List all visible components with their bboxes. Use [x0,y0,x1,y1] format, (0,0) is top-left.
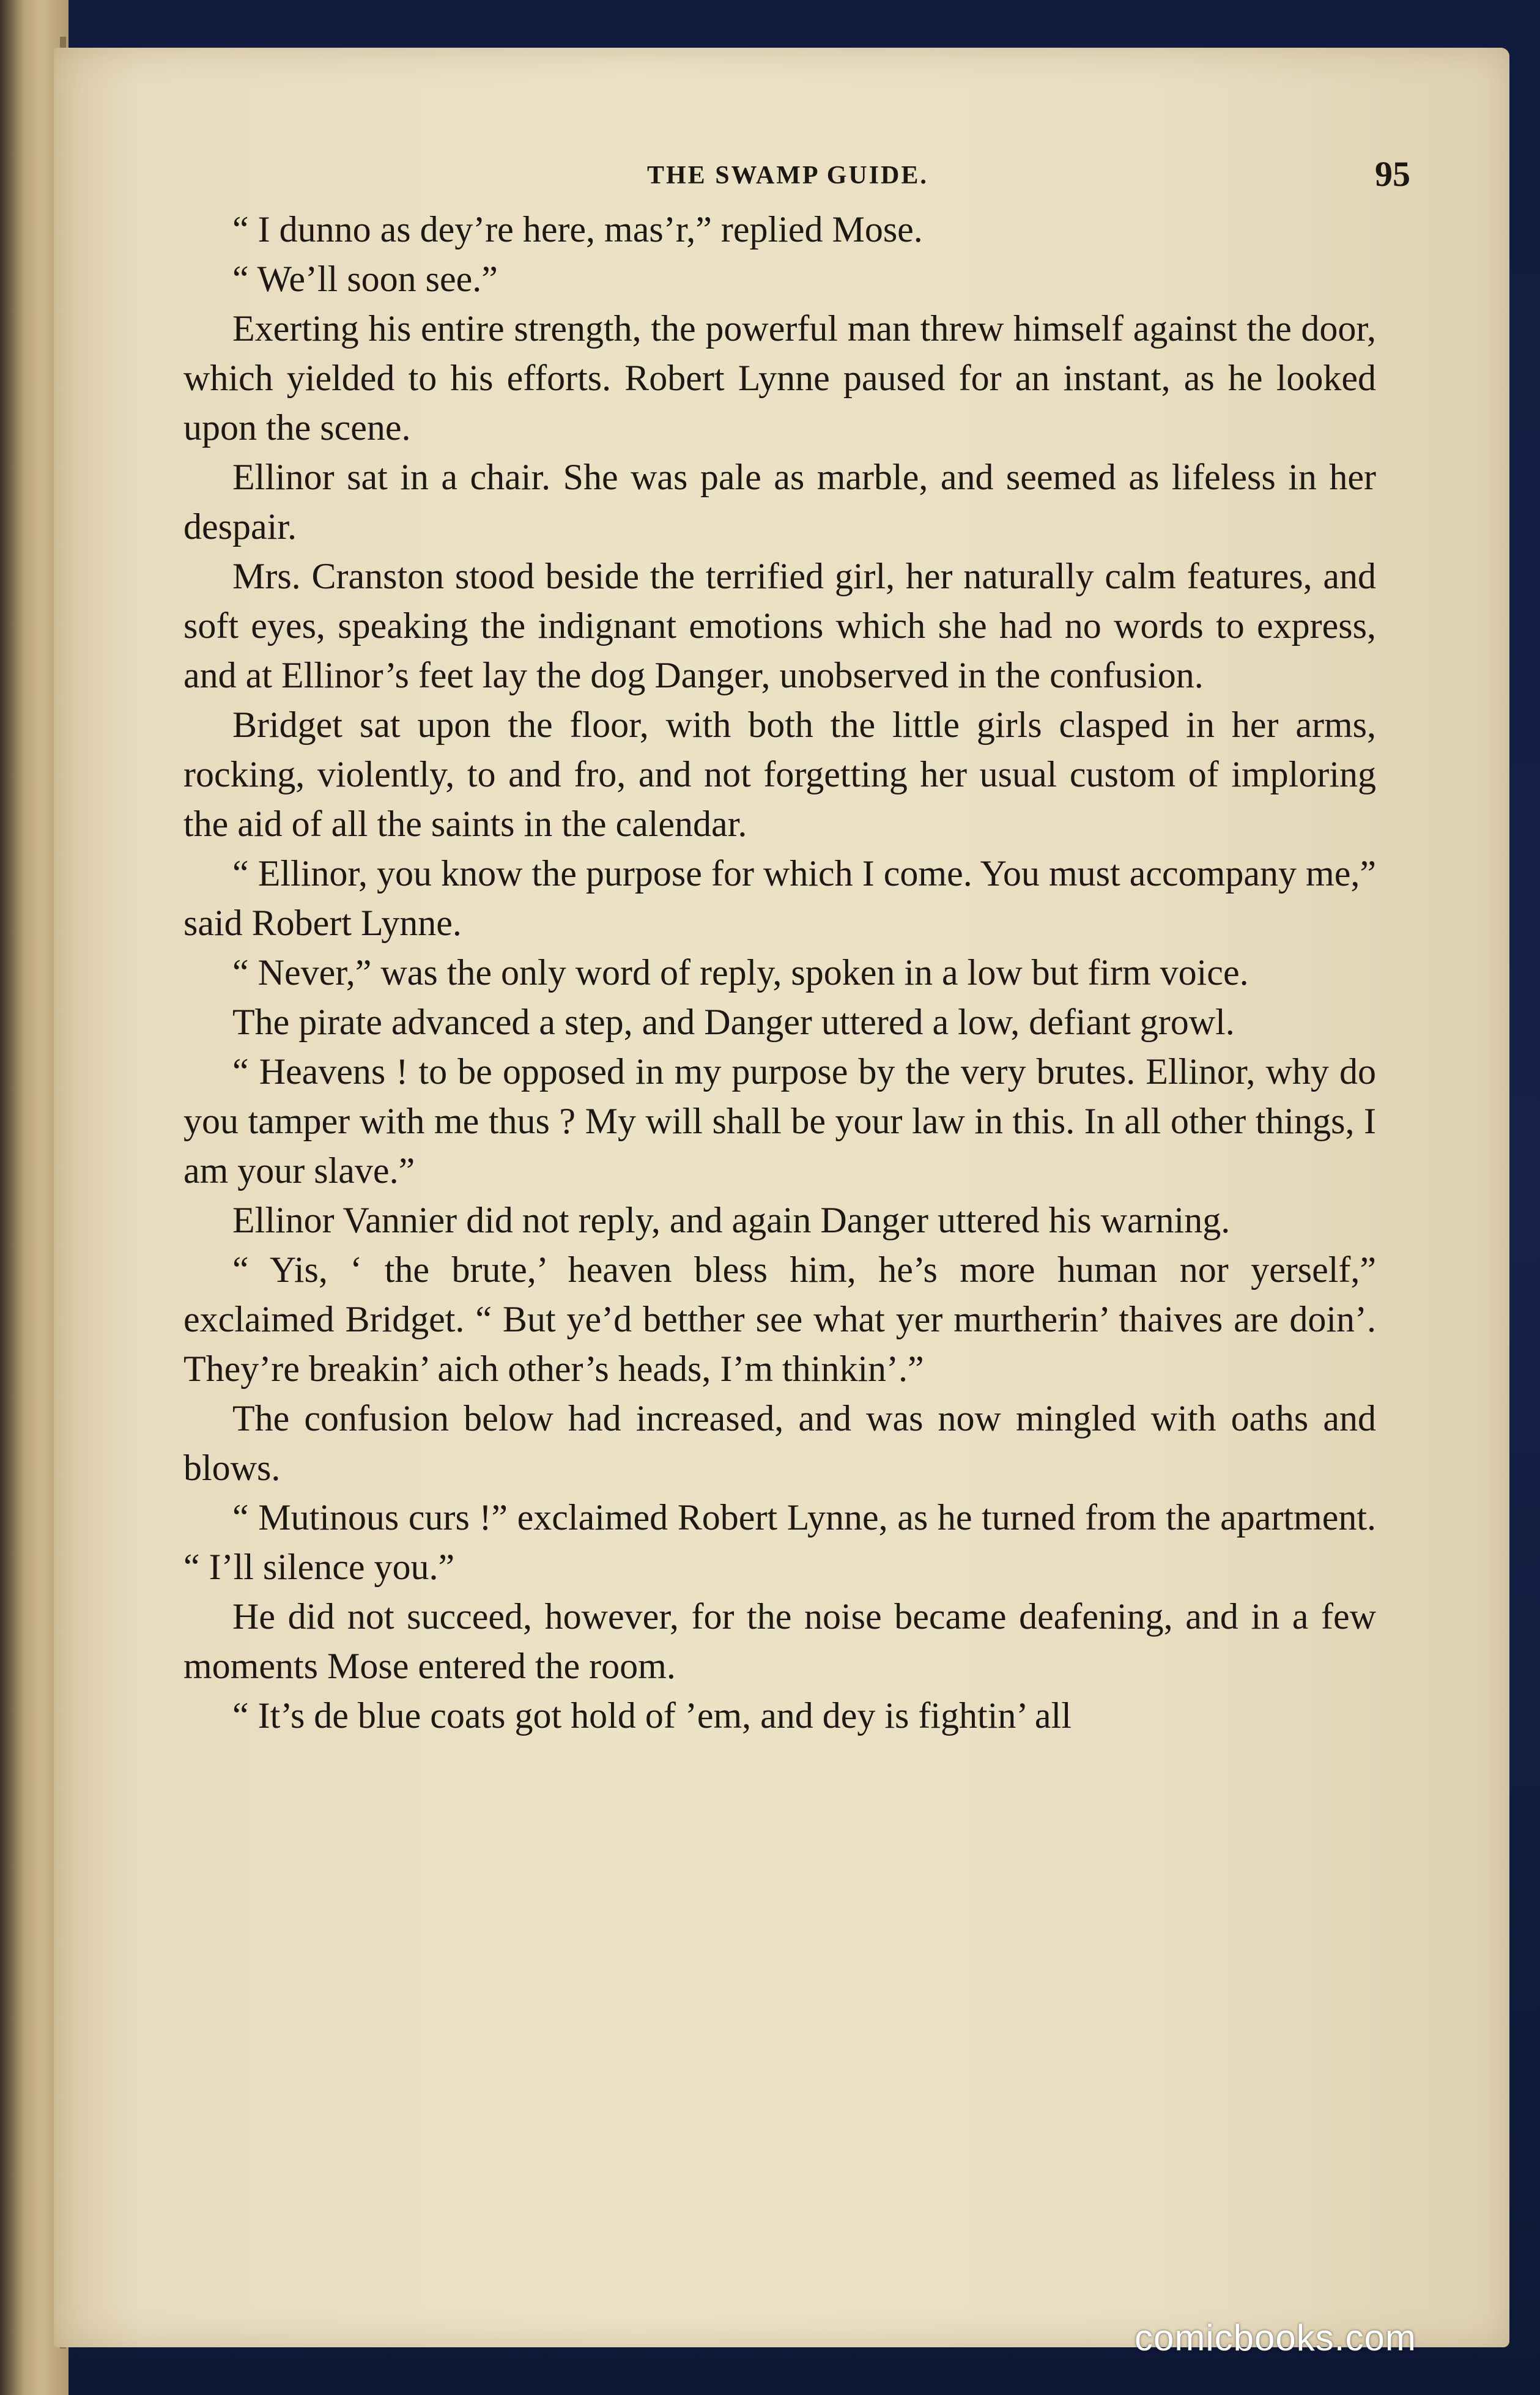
paragraph: Ellinor Vannier did not reply, and again Danger uttered his warning. [232,1200,1231,1240]
paragraph: The pirate advanced a step, and Danger uttered a low, defiant growl. [232,1002,1235,1042]
body-text [183,205,1376,1741]
page-number: 95 [1375,154,1410,194]
paragraph: “ Mutinous curs !” exclaimed Robert Lynne, as he turned from the apartment. “ I’ll silence you.” [183,1497,1376,1587]
paragraph: “ It’s de blue coats got hold of ’em, and dey is fightin’ all [232,1695,1072,1736]
paragraph: Mrs. Cranston stood beside the terrified girl, her naturally calm features, and soft eyes, speaking the indignant emotions which she had no words to express, and at Ellinor’s feet lay the dog Danger, unobserved in the confusion. [183,556,1376,695]
paragraph: “ We’ll soon see.” [232,259,498,299]
page-header [54,149,1509,198]
paragraph: “ Never,” was the only word of reply, spoken in a low but firm voice. [232,952,1249,993]
paragraph: “ Yis, ‘ the brute,’ heaven bless him, he’s more human nor yerself,” exclaimed Bridget. “ But ye’d betther see what yer murtherin’ thaives are doin’. They’re breakin’ aich other’s heads, I’m thinkin’.” [183,1249,1376,1389]
paragraph: “ Heavens ! to be opposed in my purpose by the very brutes. Ellinor, why do you tamper with me thus ? My will shall be your law in this. In all other things, I am your slave.” [183,1051,1376,1191]
paragraph: Bridget sat upon the floor, with both the little girls clasped in her arms, rocking, violently, to and fro, and not forgetting her usual custom of imploring the aid of all the saints in the calendar. [183,705,1376,844]
paragraph: He did not succeed, however, for the noise became deafening, and in a few moments Mose entered the room. [183,1596,1376,1686]
paragraph: “ I dunno as dey’re here, mas’r,” replied Mose. [232,209,923,250]
paragraph: Ellinor sat in a chair. She was pale as marble, and seemed as lifeless in her despair. [183,457,1376,547]
running-head: THE SWAMP GUIDE. [647,161,928,190]
paragraph: Exerting his entire strength, the powerful man threw himself against the door, which yielded to his efforts. Robert Lynne paused for an instant, as he looked upon the scene. [183,308,1376,448]
paragraph: “ Ellinor, you know the purpose for which I come. You must accompany me,” said Robert Lynne. [183,853,1376,943]
paragraph: The confusion below had increased, and was now mingled with oaths and blows. [183,1398,1376,1488]
watermark: comicbooks.com [1135,2317,1416,2358]
